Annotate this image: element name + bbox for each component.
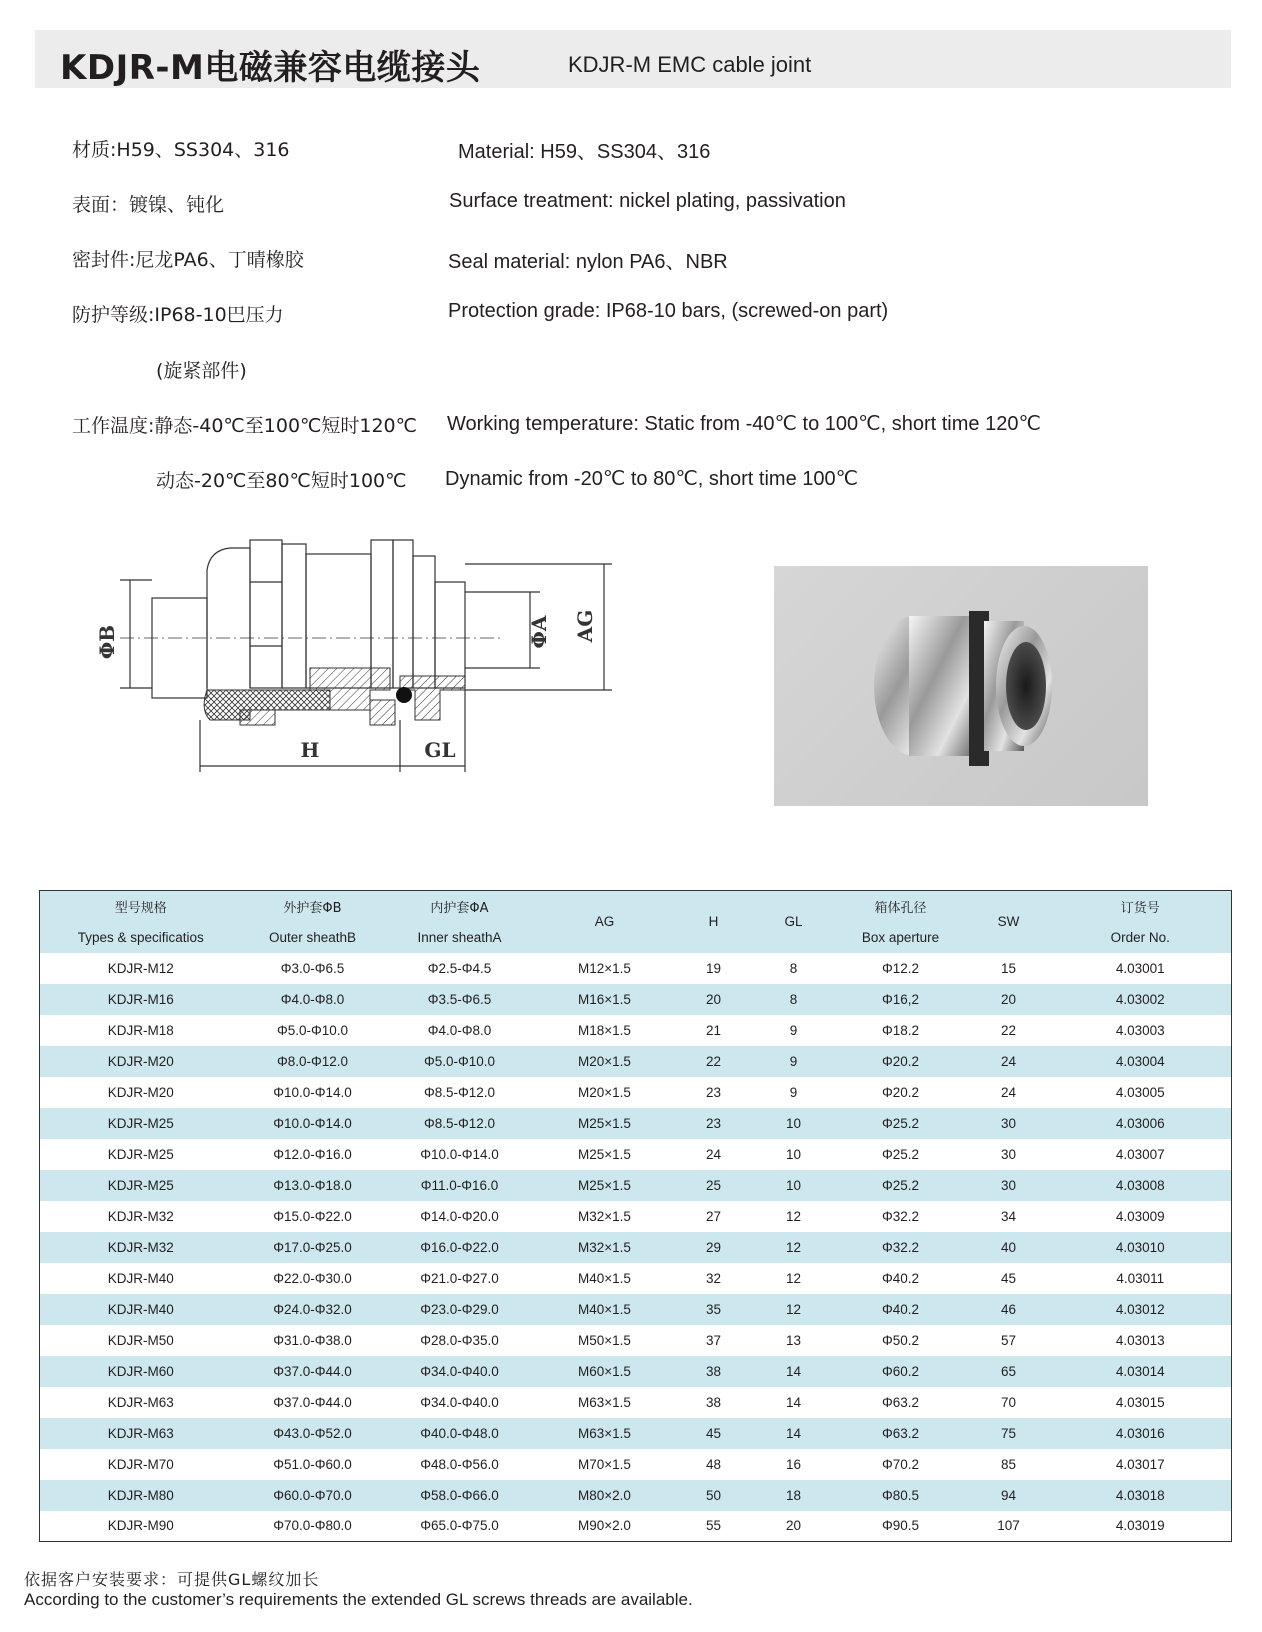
table-row	[40, 1511, 1232, 1542]
header-outer-en: Outer sheathB	[242, 922, 384, 953]
cable-gland-image	[774, 566, 1148, 806]
cell-box-aperture: Φ40.2	[834, 1263, 968, 1294]
cell-gl: 9	[754, 1015, 834, 1046]
cell-sw: 65	[968, 1356, 1050, 1387]
cell-inner-sheath: Φ58.0-Φ66.0	[384, 1480, 536, 1511]
cell-sw: 57	[968, 1325, 1050, 1356]
cell-ag: M16×1.5	[536, 984, 674, 1015]
cell-sw: 30	[968, 1139, 1050, 1170]
table-row	[40, 984, 1232, 1015]
cell-gl: 9	[754, 1046, 834, 1077]
cell-inner-sheath: Φ8.5-Φ12.0	[384, 1108, 536, 1139]
cell-outer-sheath: Φ15.0-Φ22.0	[242, 1201, 384, 1232]
table-header-row-cn	[40, 891, 1232, 922]
cell-gl: 10	[754, 1139, 834, 1170]
header-outer-cn: 外护套ΦB	[242, 891, 384, 922]
cell-order-no: 4.03008	[1050, 1170, 1232, 1201]
cell-h: 19	[674, 953, 754, 984]
cell-order-no: 4.03015	[1050, 1387, 1232, 1418]
spec-temp-dynamic-cn: 动态-20℃至80℃短时100℃	[156, 470, 407, 492]
table-row	[40, 1108, 1232, 1139]
cell-outer-sheath: Φ37.0-Φ44.0	[242, 1356, 384, 1387]
cell-ag: M25×1.5	[536, 1139, 674, 1170]
table-row	[40, 1170, 1232, 1201]
cell-order-no: 4.03014	[1050, 1356, 1232, 1387]
cell-box-aperture: Φ20.2	[834, 1077, 968, 1108]
table-row	[40, 1356, 1232, 1387]
header-box-cn: 箱体孔径	[834, 891, 968, 922]
cell-outer-sheath: Φ24.0-Φ32.0	[242, 1294, 384, 1325]
cell-h: 35	[674, 1294, 754, 1325]
cell-box-aperture: Φ63.2	[834, 1387, 968, 1418]
cell-type: KDJR-M80	[40, 1480, 242, 1511]
cell-sw: 40	[968, 1232, 1050, 1263]
page-title: KDJR-M电磁兼容电缆接头	[60, 48, 481, 88]
cell-gl: 10	[754, 1170, 834, 1201]
cell-ag: M25×1.5	[536, 1108, 674, 1139]
cell-outer-sheath: Φ10.0-Φ14.0	[242, 1077, 384, 1108]
cell-inner-sheath: Φ8.5-Φ12.0	[384, 1077, 536, 1108]
cell-sw: 46	[968, 1294, 1050, 1325]
product-photo	[774, 566, 1148, 806]
cell-sw: 30	[968, 1170, 1050, 1201]
cell-outer-sheath: Φ12.0-Φ16.0	[242, 1139, 384, 1170]
cell-outer-sheath: Φ51.0-Φ60.0	[242, 1449, 384, 1480]
cell-type: KDJR-M90	[40, 1511, 242, 1542]
cell-gl: 14	[754, 1356, 834, 1387]
cell-h: 48	[674, 1449, 754, 1480]
cell-type: KDJR-M18	[40, 1015, 242, 1046]
cell-h: 55	[674, 1511, 754, 1542]
cell-box-aperture: Φ80.5	[834, 1480, 968, 1511]
table-row	[40, 1449, 1232, 1480]
cell-inner-sheath: Φ14.0-Φ20.0	[384, 1201, 536, 1232]
spec-seal-en: Seal material: nylon PA6、NBR	[448, 251, 728, 273]
cell-sw: 20	[968, 984, 1050, 1015]
table-row	[40, 1015, 1232, 1046]
cell-box-aperture: Φ90.5	[834, 1511, 968, 1542]
cell-outer-sheath: Φ31.0-Φ38.0	[242, 1325, 384, 1356]
cell-outer-sheath: Φ5.0-Φ10.0	[242, 1015, 384, 1046]
cell-ag: M40×1.5	[536, 1294, 674, 1325]
cell-inner-sheath: Φ48.0-Φ56.0	[384, 1449, 536, 1480]
cell-sw: 24	[968, 1046, 1050, 1077]
table-row	[40, 1387, 1232, 1418]
cell-ag: M12×1.5	[536, 953, 674, 984]
cell-sw: 34	[968, 1201, 1050, 1232]
cell-gl: 14	[754, 1387, 834, 1418]
cell-type: KDJR-M25	[40, 1170, 242, 1201]
cell-gl: 10	[754, 1108, 834, 1139]
cell-ag: M20×1.5	[536, 1046, 674, 1077]
header-inner-en: Inner sheathA	[384, 922, 536, 953]
table-row	[40, 1232, 1232, 1263]
cell-gl: 8	[754, 953, 834, 984]
spec-surface-en: Surface treatment: nickel plating, passivation	[449, 190, 846, 212]
cell-outer-sheath: Φ43.0-Φ52.0	[242, 1418, 384, 1449]
header-order-cn: 订货号	[1050, 891, 1232, 922]
cell-box-aperture: Φ18.2	[834, 1015, 968, 1046]
cell-outer-sheath: Φ10.0-Φ14.0	[242, 1108, 384, 1139]
cell-h: 32	[674, 1263, 754, 1294]
dim-label-h: H	[300, 738, 320, 762]
cell-ag: M50×1.5	[536, 1325, 674, 1356]
cell-inner-sheath: Φ11.0-Φ16.0	[384, 1170, 536, 1201]
cell-inner-sheath: Φ5.0-Φ10.0	[384, 1046, 536, 1077]
table-body	[40, 953, 1232, 1542]
header-h: H	[674, 891, 754, 953]
cell-order-no: 4.03019	[1050, 1511, 1232, 1542]
cell-box-aperture: Φ25.2	[834, 1108, 968, 1139]
cell-gl: 8	[754, 984, 834, 1015]
cell-h: 25	[674, 1170, 754, 1201]
cell-order-no: 4.03005	[1050, 1077, 1232, 1108]
cell-inner-sheath: Φ23.0-Φ29.0	[384, 1294, 536, 1325]
cell-inner-sheath: Φ4.0-Φ8.0	[384, 1015, 536, 1046]
spec-temp-static-en: Working temperature: Static from -40℃ to 100℃, short time 120℃	[447, 413, 1041, 435]
cell-ag: M63×1.5	[536, 1418, 674, 1449]
cell-order-no: 4.03016	[1050, 1418, 1232, 1449]
table-row	[40, 1325, 1232, 1356]
cell-h: 45	[674, 1418, 754, 1449]
cell-inner-sheath: Φ3.5-Φ6.5	[384, 984, 536, 1015]
cell-gl: 12	[754, 1201, 834, 1232]
cell-gl: 18	[754, 1480, 834, 1511]
cell-h: 24	[674, 1139, 754, 1170]
cell-sw: 107	[968, 1511, 1050, 1542]
cell-order-no: 4.03010	[1050, 1232, 1232, 1263]
header-gl: GL	[754, 891, 834, 953]
spec-protection-en: Protection grade: IP68-10 bars, (screwed-on part)	[448, 300, 889, 322]
cell-ag: M90×2.0	[536, 1511, 674, 1542]
cell-h: 21	[674, 1015, 754, 1046]
cell-outer-sheath: Φ17.0-Φ25.0	[242, 1232, 384, 1263]
cell-h: 23	[674, 1077, 754, 1108]
cell-outer-sheath: Φ4.0-Φ8.0	[242, 984, 384, 1015]
dim-label-b: ΦB	[95, 624, 119, 660]
cell-inner-sheath: Φ10.0-Φ14.0	[384, 1139, 536, 1170]
cell-type: KDJR-M63	[40, 1387, 242, 1418]
cell-h: 27	[674, 1201, 754, 1232]
table-row	[40, 1263, 1232, 1294]
table-row	[40, 1201, 1232, 1232]
spec-material-cn: 材质:H59、SS304、316	[72, 139, 290, 161]
cell-outer-sheath: Φ3.0-Φ6.5	[242, 953, 384, 984]
cell-sw: 24	[968, 1077, 1050, 1108]
cell-h: 29	[674, 1232, 754, 1263]
header-sw: SW	[968, 891, 1050, 953]
cell-h: 22	[674, 1046, 754, 1077]
cell-ag: M60×1.5	[536, 1356, 674, 1387]
cell-inner-sheath: Φ2.5-Φ4.5	[384, 953, 536, 984]
cell-ag: M40×1.5	[536, 1263, 674, 1294]
header-order-en: Order No.	[1050, 922, 1232, 953]
spec-seal-cn: 密封件:尼龙PA6、丁晴橡胶	[72, 249, 304, 271]
cell-gl: 9	[754, 1077, 834, 1108]
table-row	[40, 1480, 1232, 1511]
footer-note-cn: 依据客户安装要求：可提供GL螺纹加长	[24, 1570, 320, 1589]
cell-sw: 45	[968, 1263, 1050, 1294]
cell-ag: M20×1.5	[536, 1077, 674, 1108]
cell-outer-sheath: Φ60.0-Φ70.0	[242, 1480, 384, 1511]
cell-inner-sheath: Φ21.0-Φ27.0	[384, 1263, 536, 1294]
cell-ag: M25×1.5	[536, 1170, 674, 1201]
cell-gl: 13	[754, 1325, 834, 1356]
cell-box-aperture: Φ50.2	[834, 1325, 968, 1356]
cell-type: KDJR-M25	[40, 1139, 242, 1170]
cell-order-no: 4.03011	[1050, 1263, 1232, 1294]
header-type-en: Types & specificatios	[40, 922, 242, 953]
cell-inner-sheath: Φ28.0-Φ35.0	[384, 1325, 536, 1356]
cell-ag: M63×1.5	[536, 1387, 674, 1418]
cell-order-no: 4.03009	[1050, 1201, 1232, 1232]
cell-inner-sheath: Φ16.0-Φ22.0	[384, 1232, 536, 1263]
cell-h: 37	[674, 1325, 754, 1356]
cell-type: KDJR-M70	[40, 1449, 242, 1480]
dim-label-ag: AG	[573, 609, 597, 643]
cell-inner-sheath: Φ40.0-Φ48.0	[384, 1418, 536, 1449]
cell-box-aperture: Φ32.2	[834, 1232, 968, 1263]
spec-table	[39, 890, 1232, 1542]
dim-label-a: ΦA	[527, 615, 551, 649]
cell-box-aperture: Φ70.2	[834, 1449, 968, 1480]
cell-h: 38	[674, 1356, 754, 1387]
cell-sw: 70	[968, 1387, 1050, 1418]
cell-inner-sheath: Φ34.0-Φ40.0	[384, 1387, 536, 1418]
cell-ag: M32×1.5	[536, 1232, 674, 1263]
cell-ag: M70×1.5	[536, 1449, 674, 1480]
table-row	[40, 1077, 1232, 1108]
cell-h: 38	[674, 1387, 754, 1418]
table-row	[40, 1418, 1232, 1449]
cell-h: 20	[674, 984, 754, 1015]
cell-type: KDJR-M40	[40, 1294, 242, 1325]
cell-order-no: 4.03003	[1050, 1015, 1232, 1046]
cell-ag: M18×1.5	[536, 1015, 674, 1046]
cell-gl: 12	[754, 1232, 834, 1263]
cell-h: 50	[674, 1480, 754, 1511]
cell-box-aperture: Φ25.2	[834, 1170, 968, 1201]
spec-temp-static-cn: 工作温度:静态-40℃至100℃短时120℃	[72, 415, 417, 437]
cell-type: KDJR-M50	[40, 1325, 242, 1356]
cell-sw: 22	[968, 1015, 1050, 1046]
cell-type: KDJR-M20	[40, 1046, 242, 1077]
spec-protection-note-cn: (旋紧部件)	[156, 360, 247, 382]
cell-gl: 20	[754, 1511, 834, 1542]
cell-order-no: 4.03012	[1050, 1294, 1232, 1325]
cell-outer-sheath: Φ8.0-Φ12.0	[242, 1046, 384, 1077]
cell-type: KDJR-M16	[40, 984, 242, 1015]
cell-h: 23	[674, 1108, 754, 1139]
cell-order-no: 4.03006	[1050, 1108, 1232, 1139]
dim-label-gl: GL	[424, 738, 456, 762]
table-row	[40, 1139, 1232, 1170]
cell-outer-sheath: Φ13.0-Φ18.0	[242, 1170, 384, 1201]
cell-order-no: 4.03007	[1050, 1139, 1232, 1170]
cell-box-aperture: Φ32.2	[834, 1201, 968, 1232]
cell-outer-sheath: Φ37.0-Φ44.0	[242, 1387, 384, 1418]
cell-type: KDJR-M32	[40, 1201, 242, 1232]
cell-type: KDJR-M20	[40, 1077, 242, 1108]
cell-inner-sheath: Φ65.0-Φ75.0	[384, 1511, 536, 1542]
cell-sw: 85	[968, 1449, 1050, 1480]
page-title-english: KDJR-M EMC cable joint	[568, 52, 812, 77]
header-box-en: Box aperture	[834, 922, 968, 953]
cell-gl: 12	[754, 1263, 834, 1294]
cell-outer-sheath: Φ70.0-Φ80.0	[242, 1511, 384, 1542]
cell-inner-sheath: Φ34.0-Φ40.0	[384, 1356, 536, 1387]
header-inner-cn: 内护套ΦA	[384, 891, 536, 922]
cell-type: KDJR-M25	[40, 1108, 242, 1139]
cell-sw: 15	[968, 953, 1050, 984]
cell-box-aperture: Φ40.2	[834, 1294, 968, 1325]
cell-sw: 30	[968, 1108, 1050, 1139]
cell-gl: 12	[754, 1294, 834, 1325]
footer-note-en: According to the customer’s requirements the extended GL screws threads are available.	[24, 1590, 693, 1609]
cell-order-no: 4.03013	[1050, 1325, 1232, 1356]
cell-box-aperture: Φ63.2	[834, 1418, 968, 1449]
cell-sw: 75	[968, 1418, 1050, 1449]
spec-material-en: Material: H59、SS304、316	[458, 141, 711, 163]
table-row	[40, 953, 1232, 984]
cell-ag: M80×2.0	[536, 1480, 674, 1511]
cell-type: KDJR-M40	[40, 1263, 242, 1294]
cell-order-no: 4.03004	[1050, 1046, 1232, 1077]
technical-drawing	[95, 540, 660, 820]
spec-protection-cn: 防护等级:IP68-10巴压力	[72, 304, 284, 326]
spec-temp-dynamic-en: Dynamic from -20℃ to 80℃, short time 100℃	[445, 468, 859, 490]
cell-box-aperture: Φ12.2	[834, 953, 968, 984]
table-row	[40, 1294, 1232, 1325]
cell-type: KDJR-M60	[40, 1356, 242, 1387]
table-row	[40, 1046, 1232, 1077]
cell-box-aperture: Φ25.2	[834, 1139, 968, 1170]
cell-box-aperture: Φ16,2	[834, 984, 968, 1015]
header-type-cn: 型号规格	[40, 891, 242, 922]
cell-box-aperture: Φ60.2	[834, 1356, 968, 1387]
cell-box-aperture: Φ20.2	[834, 1046, 968, 1077]
cell-gl: 14	[754, 1418, 834, 1449]
cell-gl: 16	[754, 1449, 834, 1480]
cell-type: KDJR-M12	[40, 953, 242, 984]
cell-order-no: 4.03018	[1050, 1480, 1232, 1511]
header-ag: AG	[536, 891, 674, 953]
cell-order-no: 4.03001	[1050, 953, 1232, 984]
cell-type: KDJR-M63	[40, 1418, 242, 1449]
cell-order-no: 4.03017	[1050, 1449, 1232, 1480]
spec-surface-cn: 表面：镀镍、钝化	[72, 194, 225, 216]
cell-outer-sheath: Φ22.0-Φ30.0	[242, 1263, 384, 1294]
cell-type: KDJR-M32	[40, 1232, 242, 1263]
cell-order-no: 4.03002	[1050, 984, 1232, 1015]
cell-sw: 94	[968, 1480, 1050, 1511]
cell-ag: M32×1.5	[536, 1201, 674, 1232]
